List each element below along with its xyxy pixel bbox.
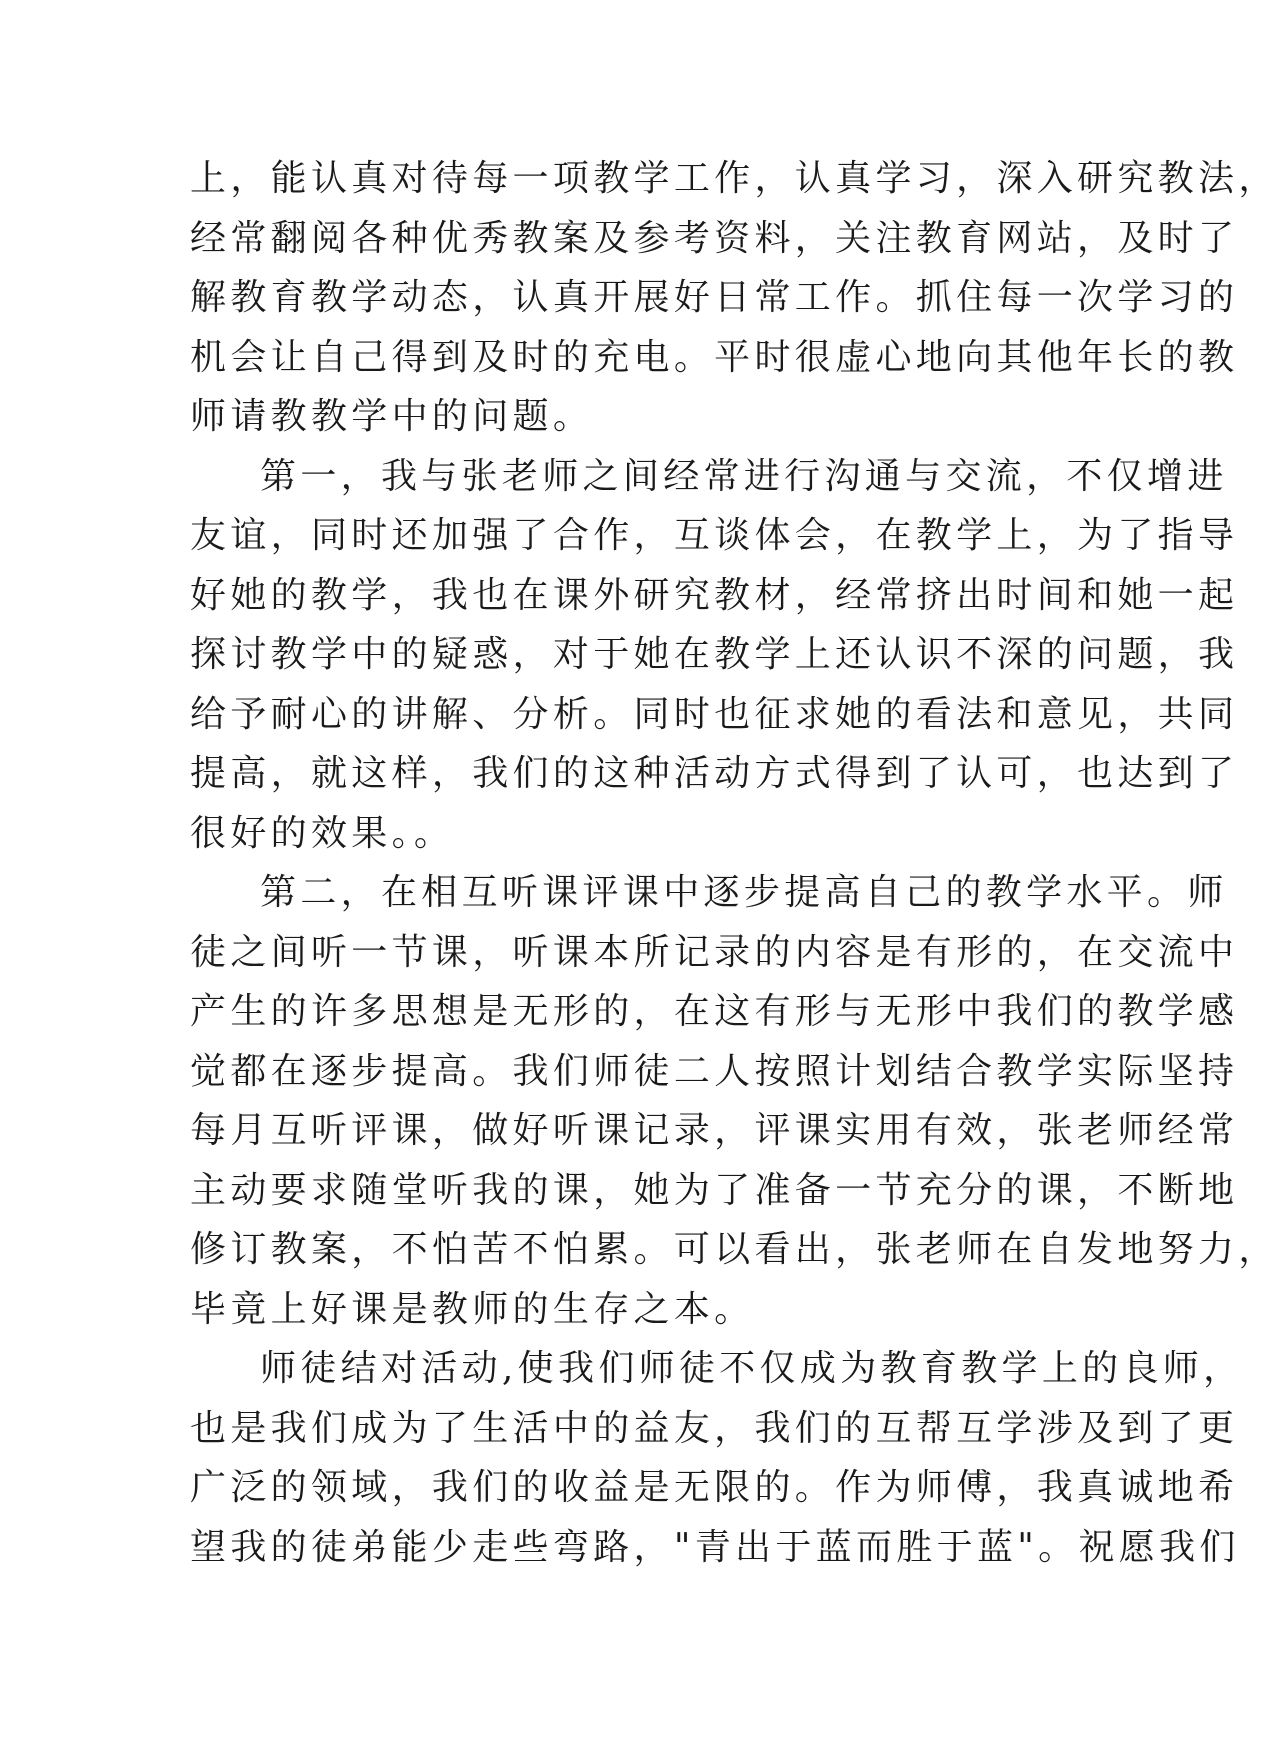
text-line: 机会让自己得到及时的充电。平时很虚心地向其他年长的教 — [190, 336, 1239, 378]
text-line: 主动要求随堂听我的课，她为了准备一节充分的课，不断地 — [190, 1169, 1239, 1211]
text-line: 很好的效果。。 — [190, 812, 455, 854]
text-line: 好她的教学，我也在课外研究教材，经常挤出时间和她一起 — [190, 574, 1239, 616]
text-line: 修订教案，不怕苦不怕累。可以看出，张老师在自发地努力， — [190, 1229, 1279, 1270]
text-line: 也是我们成为了生活中的益友，我们的互帮互学涉及到了更 — [190, 1407, 1239, 1449]
paragraph-4 — [190, 1339, 1244, 1577]
text-line: 望我的徒弟能少走些弯路，"青出于蓝而胜于蓝"。祝愿我们 — [190, 1526, 1240, 1568]
text-line: 解教育教学动态，认真开展好日常工作。抓住每一次学习的 — [190, 277, 1239, 318]
text-line: 第二，在相互听课评课中逐步提高自己的教学水平。师 — [260, 872, 1228, 913]
paragraph-2 — [190, 447, 1239, 864]
text-line: 觉都在逐步提高。我们师徒二人按照计划结合教学实际坚持 — [190, 1050, 1239, 1092]
text-line: 第一，我与张老师之间经常进行沟通与交流，不仅增进 — [260, 455, 1228, 497]
text-line: 上，能认真对待每一项教学工作，认真学习，深入研究教法， — [190, 158, 1279, 199]
text-line: 友谊，同时还加强了合作，互谈体会，在教学上，为了指导 — [190, 515, 1239, 556]
text-line: 徒之间听一节课，听课本所记录的内容是有形的，在交流中 — [190, 931, 1239, 973]
text-line: 探讨教学中的疑惑，对于她在教学上还认识不深的问题，我 — [190, 634, 1239, 675]
text-line: 提高，就这样，我们的这种活动方式得到了认可，也达到了 — [190, 753, 1239, 794]
text-line: 毕竟上好课是教师的生存之本。 — [190, 1288, 755, 1330]
paragraph-3 — [190, 863, 1279, 1339]
body-text — [190, 149, 1279, 1577]
text-line: 广泛的领域，我们的收益是无限的。作为师傅，我真诚地希 — [190, 1467, 1239, 1508]
paragraph-1 — [190, 149, 1279, 447]
text-line: 产生的许多思想是无形的，在这有形与无形中我们的教学感 — [190, 991, 1239, 1032]
text-line: 师徒结对活动,使我们师徒不仅成为教育教学上的良师， — [260, 1348, 1244, 1389]
text-line: 每月互听评课，做好听课记录，评课实用有效，张老师经常 — [190, 1110, 1239, 1151]
text-line: 师请教教学中的问题。 — [190, 396, 594, 437]
text-line: 给予耐心的讲解、分析。同时也征求她的看法和意见，共同 — [190, 693, 1239, 735]
text-line: 经常翻阅各种优秀教案及参考资料，关注教育网站，及时了 — [190, 217, 1239, 259]
